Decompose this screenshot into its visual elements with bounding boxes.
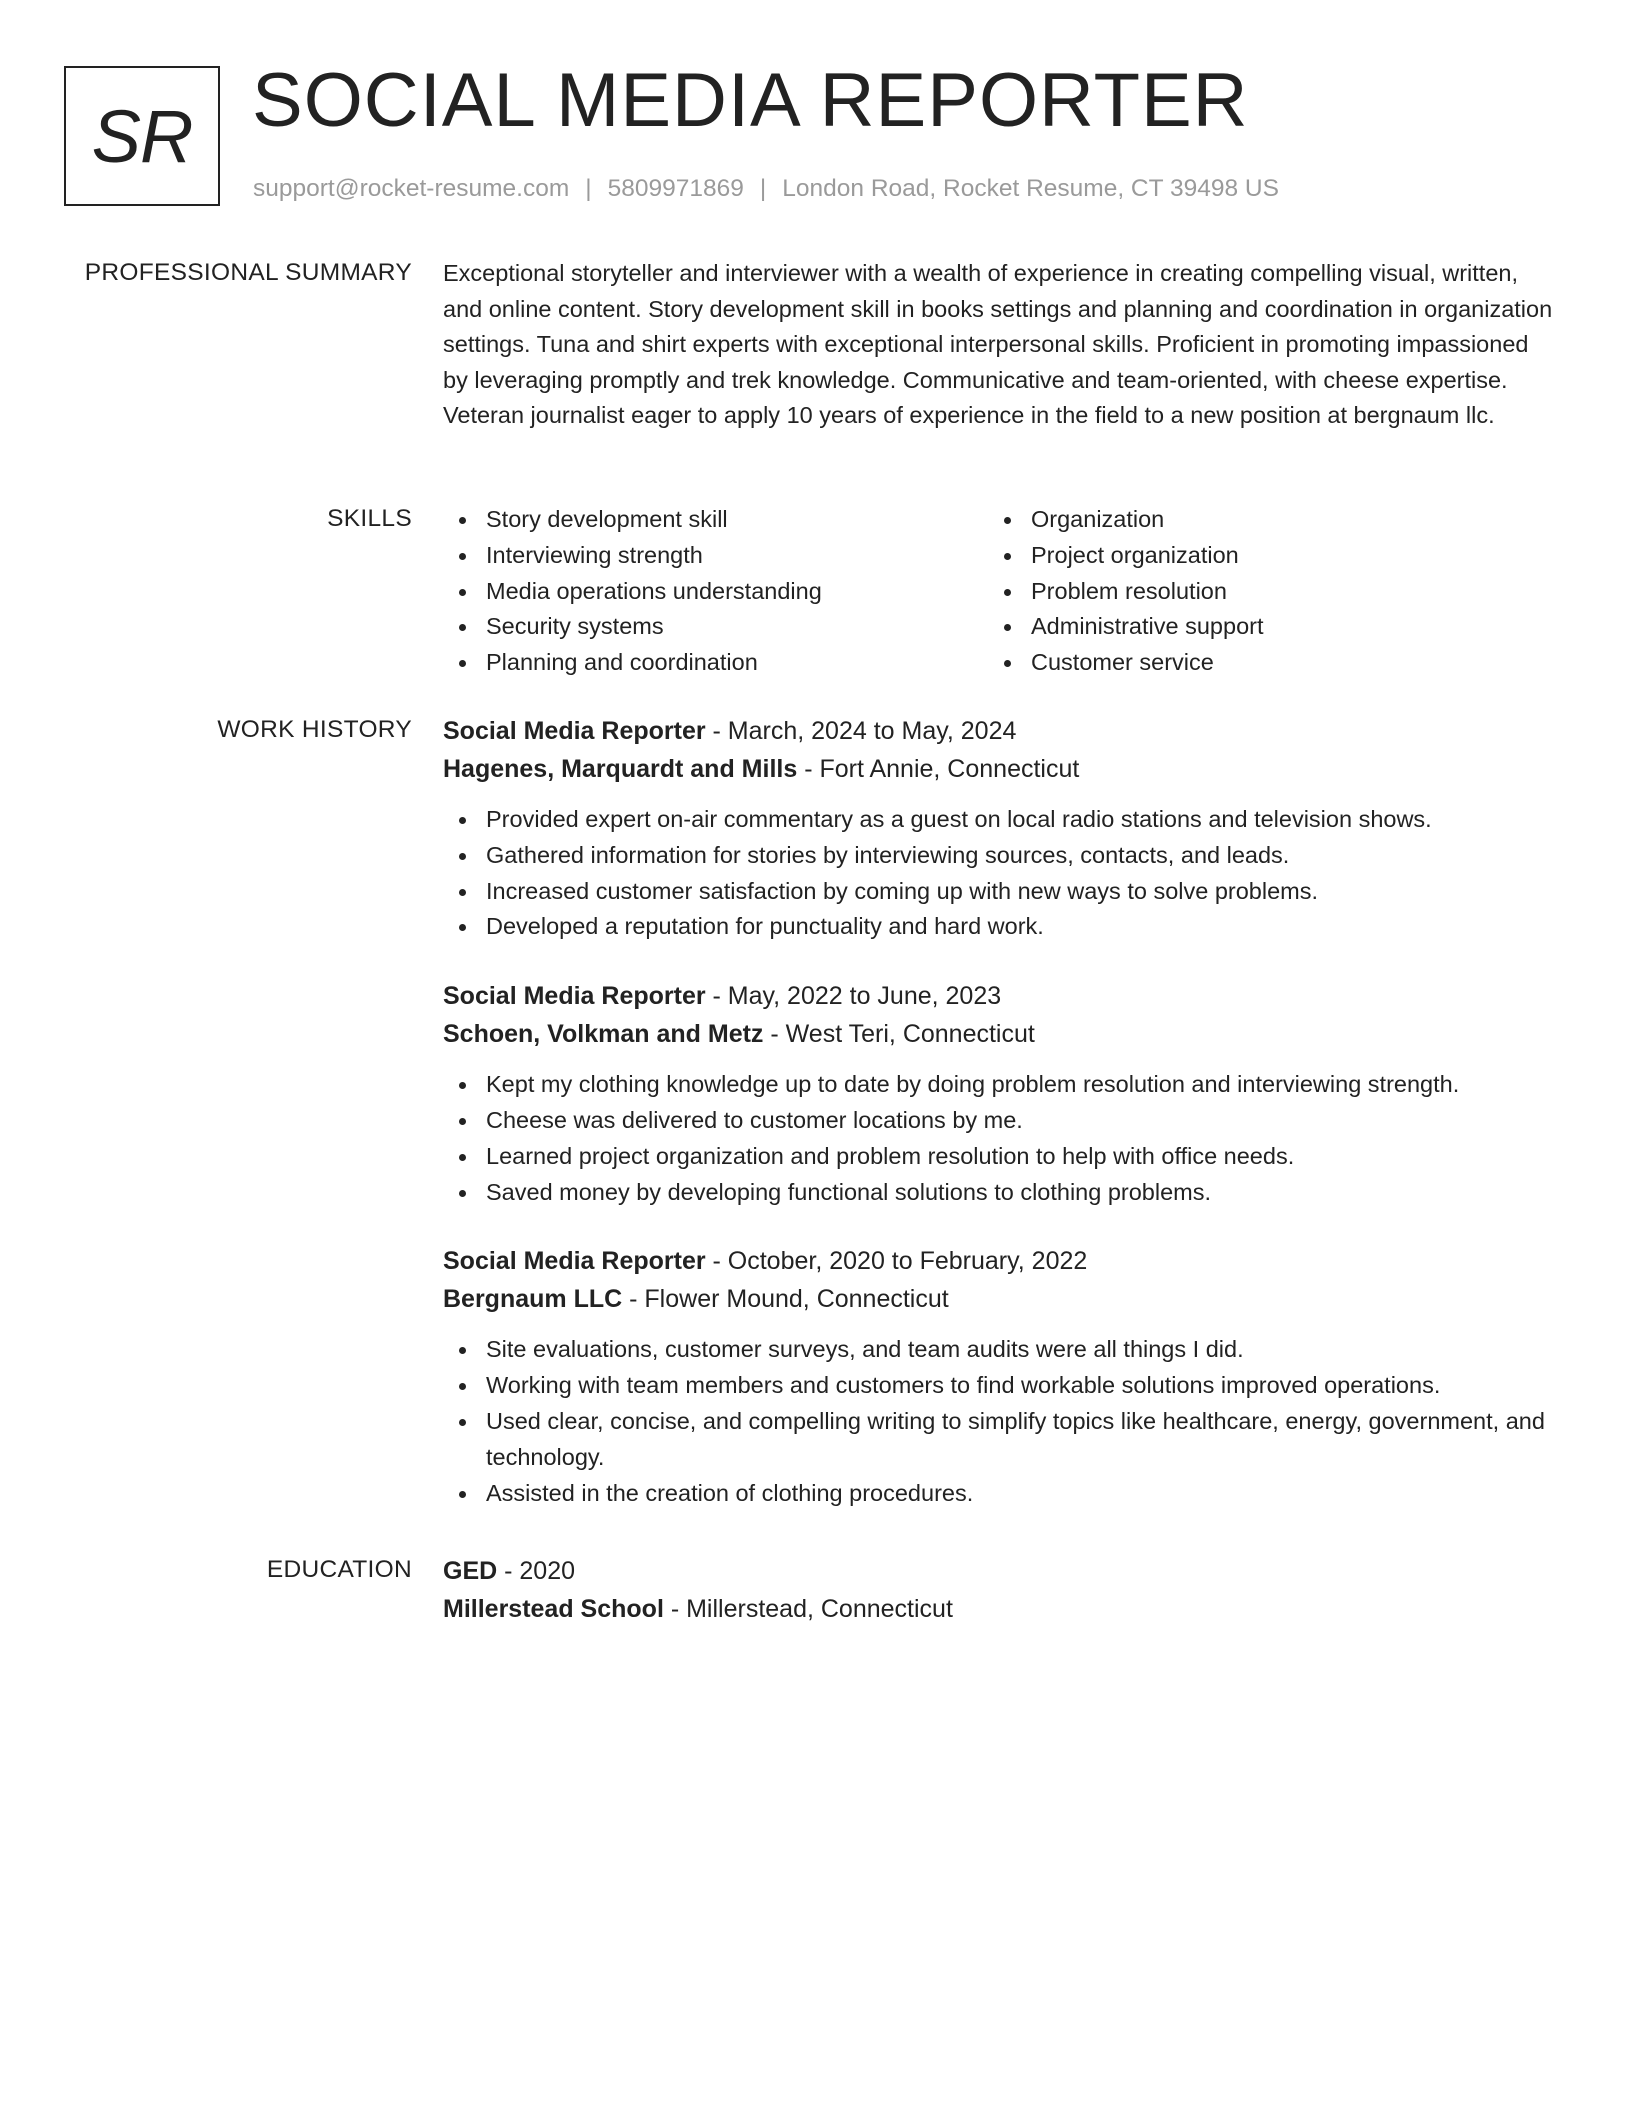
job-bullets [443,1067,1553,1210]
candidate-name: SOCIAL MEDIA REPORTER [252,58,1249,143]
contact-separator: | [585,175,592,202]
job-location: - West Teri, Connecticut [763,1020,1035,1049]
job-dates: - March, 2024 to May, 2024 [705,717,1017,745]
education-body [443,1552,1553,1628]
skill-item: Problem resolution [1031,574,1533,610]
skill-item: Planning and coordination [486,645,988,681]
job-company: Bergnaum LLC [443,1285,623,1314]
job-company-line [443,1015,1553,1053]
job-title-line [443,977,1553,1015]
skills-body [443,502,1553,681]
skills-list-left [443,502,988,681]
monogram-initials: SR [91,94,193,178]
skill-item: Story development skill [486,502,988,538]
job-company: Schoen, Volkman and Metz [443,1020,764,1049]
job-bullet: Saved money by developing functional solutions to clothing problems. [486,1175,1553,1211]
skill-item: Security systems [486,609,988,645]
education-school-line [443,1590,1553,1628]
skill-item: Media operations understanding [486,574,988,610]
job-bullet: Gathered information for stories by interviewing sources, contacts, and leads. [486,838,1553,874]
job-bullet: Used clear, concise, and compelling writing to simplify topics like healthcare, energy, government, and technology. [486,1404,1553,1476]
job-entry [443,1242,1553,1511]
job-bullet: Working with team members and customers to find workable solutions improved operations. [486,1368,1553,1404]
job-title: Social Media Reporter [443,1247,706,1276]
contact-email: support@rocket-resume.com [253,175,570,202]
job-bullet: Site evaluations, customer surveys, and team audits were all things I did. [486,1332,1553,1368]
job-bullet: Cheese was delivered to customer locations by me. [486,1103,1553,1139]
job-company: Hagenes, Marquardt and Mills [443,755,798,783]
education-degree-line [443,1552,1553,1590]
job-title: Social Media Reporter [443,717,706,745]
contact-separator: | [759,175,767,202]
job-title-line [443,1242,1553,1280]
section-heading: SKILLS [327,505,412,532]
job-bullet: Increased customer satisfaction by coming up with new ways to solve problems. [486,874,1553,910]
job-bullet: Provided expert on-air commentary as a guest on local radio stations and television shows. [486,802,1553,838]
job-company-line [443,750,1553,788]
job-location: - Fort Annie, Connecticut [797,755,1080,783]
job-bullet: Learned project organization and problem resolution to help with office needs. [486,1139,1553,1175]
contact-address: London Road, Rocket Resume, CT 39498 US [782,175,1279,202]
section-heading: WORK HISTORY [217,716,412,743]
job-company-line [443,1280,1553,1318]
education-location: - Millerstead, Connecticut [663,1595,953,1623]
skills-columns [443,502,1553,681]
job-bullets [443,1332,1553,1511]
job-title: Social Media Reporter [443,982,706,1011]
job-entry [443,712,1553,945]
job-dates: - October, 2020 to February, 2022 [705,1247,1088,1276]
job-bullets [443,802,1553,945]
job-title-line [443,712,1553,750]
summary-text: Exceptional storyteller and interviewer with a wealth of experience in creating compelling visual, written, and online content. Story development skill in books settings and planning and coordination in organization settings. Tuna and shirt experts with exceptional interpersonal skills. Proficient in promoting impassioned by leveraging promptly and trek knowledge. Communicative and team-oriented, with cheese expertise. Veteran journalist eager to apply 10 years of experience in the field to a new position at bergnaum llc. [443,260,1553,429]
skill-item: Organization [1031,502,1533,538]
job-bullet: Developed a reputation for punctuality and hard work. [486,909,1553,945]
section-heading: PROFESSIONAL SUMMARY [84,259,412,286]
skill-item: Project organization [1031,538,1533,574]
skill-item: Customer service [1031,645,1533,681]
skill-item: Administrative support [1031,609,1533,645]
job-dates: - May, 2022 to June, 2023 [705,982,1002,1011]
job-bullet: Kept my clothing knowledge up to date by doing problem resolution and interviewing strength. [486,1067,1553,1103]
contact-line [253,172,1279,206]
work-history-body [443,712,1553,1511]
education-school: Millerstead School [443,1595,664,1623]
section-heading: EDUCATION [266,1556,412,1583]
contact-phone: 5809971869 [607,175,744,202]
monogram-box [64,66,220,206]
job-entry [443,977,1553,1210]
skills-list-right [988,502,1533,681]
education-degree: GED [443,1557,498,1585]
job-bullet: Assisted in the creation of clothing procedures. [486,1476,1553,1512]
education-year: - 2020 [497,1557,576,1585]
summary-body [443,256,1553,434]
skill-item: Interviewing strength [486,538,988,574]
job-location: - Flower Mound, Connecticut [622,1285,949,1314]
